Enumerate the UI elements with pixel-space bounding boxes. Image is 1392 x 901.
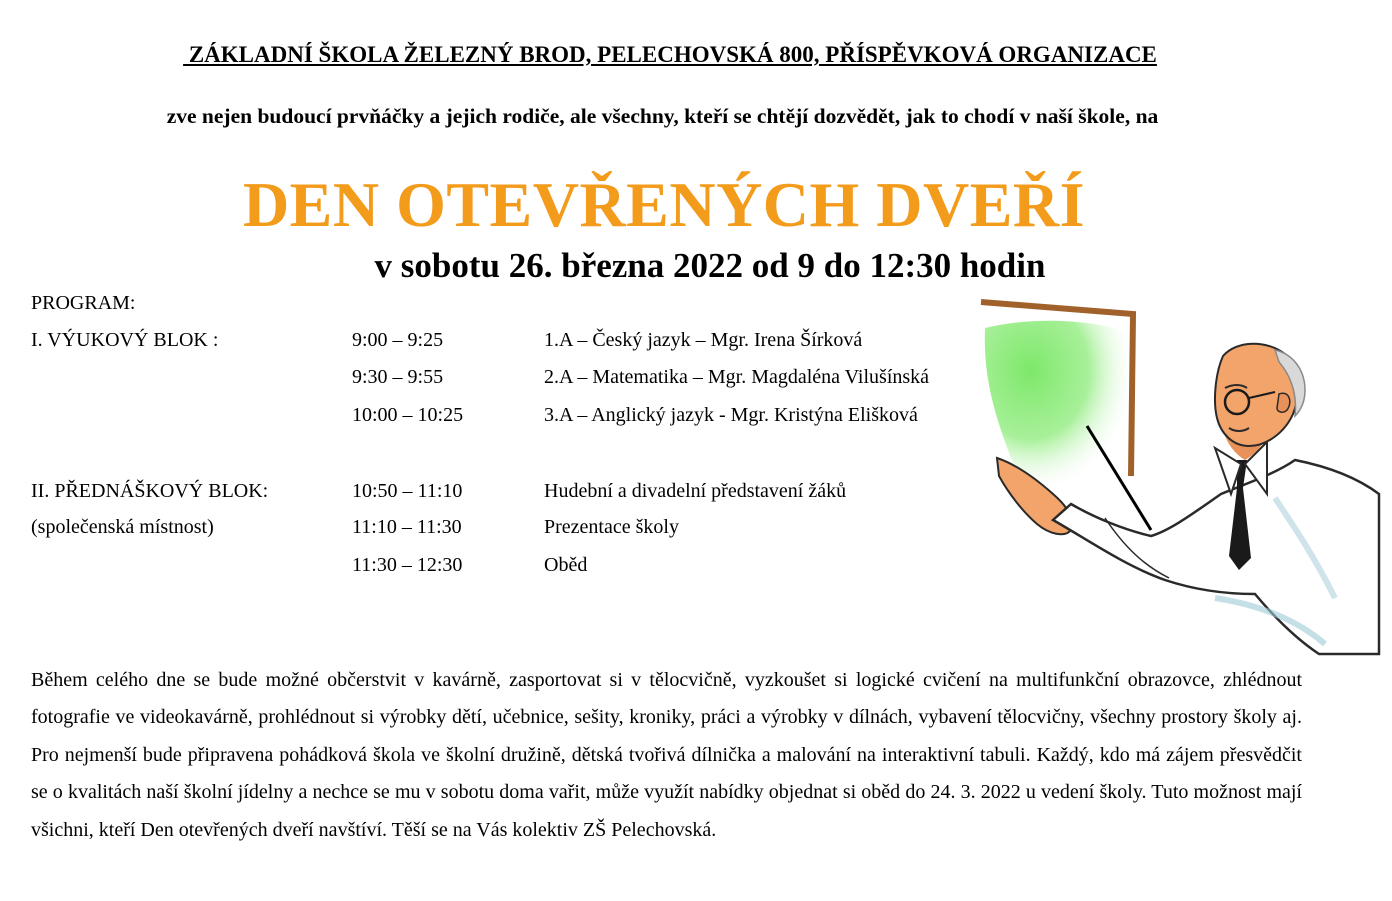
teacher-with-board-icon — [975, 298, 1385, 660]
event-date: v sobotu 26. března 2022 od 9 do 12:30 hodin — [374, 246, 1046, 285]
block-1-row-1-item: 1.A – Český jazyk – Mgr. Irena Šírková — [544, 329, 863, 351]
program-label: PROGRAM: — [31, 292, 136, 314]
block-1-row-1-time: 9:00 – 9:25 — [352, 329, 444, 351]
block-2-row-2-item: Prezentace školy — [544, 516, 679, 538]
block-2-name: II. PŘEDNÁŠKOVÝ BLOK: — [31, 480, 269, 502]
block-2-row-1-item: Hudební a divadelní představení žáků — [544, 480, 847, 502]
block-1-row-2-time: 9:30 – 9:55 — [352, 366, 444, 388]
block-2-subtitle: (společenská místnost) — [31, 516, 214, 538]
info-paragraph: Během celého dne se bude možné občerstvit v kavárně, zasportovat si v tělocvičně, vyzkoušet si logické cvičení na multifunkční obrazovce, zhlédnout fotografie ve videokavárně, prohlédnout si výrobky dětí, učebnice, sešity, kroniky, práci a výrobky v dílnách, vybavení tělocvičny, všechny prostory školy aj. Pro nejmenší bude připravena pohádková škola ve školní družině, dětská tvořivá dílnička a malování na interaktivní tabuli. Každý, kdo má zájem přesvědčit se o kvalitách naší školní jídelny a nechce se mu v sobotu doma vařit, může využít nabídky objednat si oběd do 24. 3. 2022 u vedení školy. Tuto možnost mají všichni, kteří Den otevřených dveří navštíví. Těší se na Vás kolektiv ZŠ Pelechovská. — [31, 669, 1302, 841]
school-title: ZÁKLADNÍ ŠKOLA ŽELEZNÝ BROD, PELECHOVSKÁ 800, PŘÍSPĚVKOVÁ ORGANIZACE — [183, 42, 1157, 67]
block-2-row-3-time: 11:30 – 12:30 — [352, 554, 463, 576]
block-1-row-3-time: 10:00 – 10:25 — [352, 404, 464, 426]
event-title: DEN OTEVŘENÝCH DVEŘÍ — [242, 169, 1086, 240]
block-2-row-2-time: 11:10 – 11:30 — [352, 516, 462, 538]
invitation-text: zve nejen budoucí prvňáčky a jejich rodiče, ale všechny, kteří se chtějí dozvědět, jak to chodí v naší škole, na — [166, 104, 1159, 128]
block-2-row-3-item: Oběd — [544, 554, 588, 576]
block-1-row-2-item: 2.A – Matematika – Mgr. Magdaléna Vilušínská — [544, 366, 930, 388]
block-1-row-3-item: 3.A – Anglický jazyk - Mgr. Kristýna Elišková — [544, 404, 918, 426]
block-2-row-1-time: 10:50 – 11:10 — [352, 480, 463, 502]
block-1-name: I. VÝUKOVÝ BLOK : — [31, 329, 219, 351]
